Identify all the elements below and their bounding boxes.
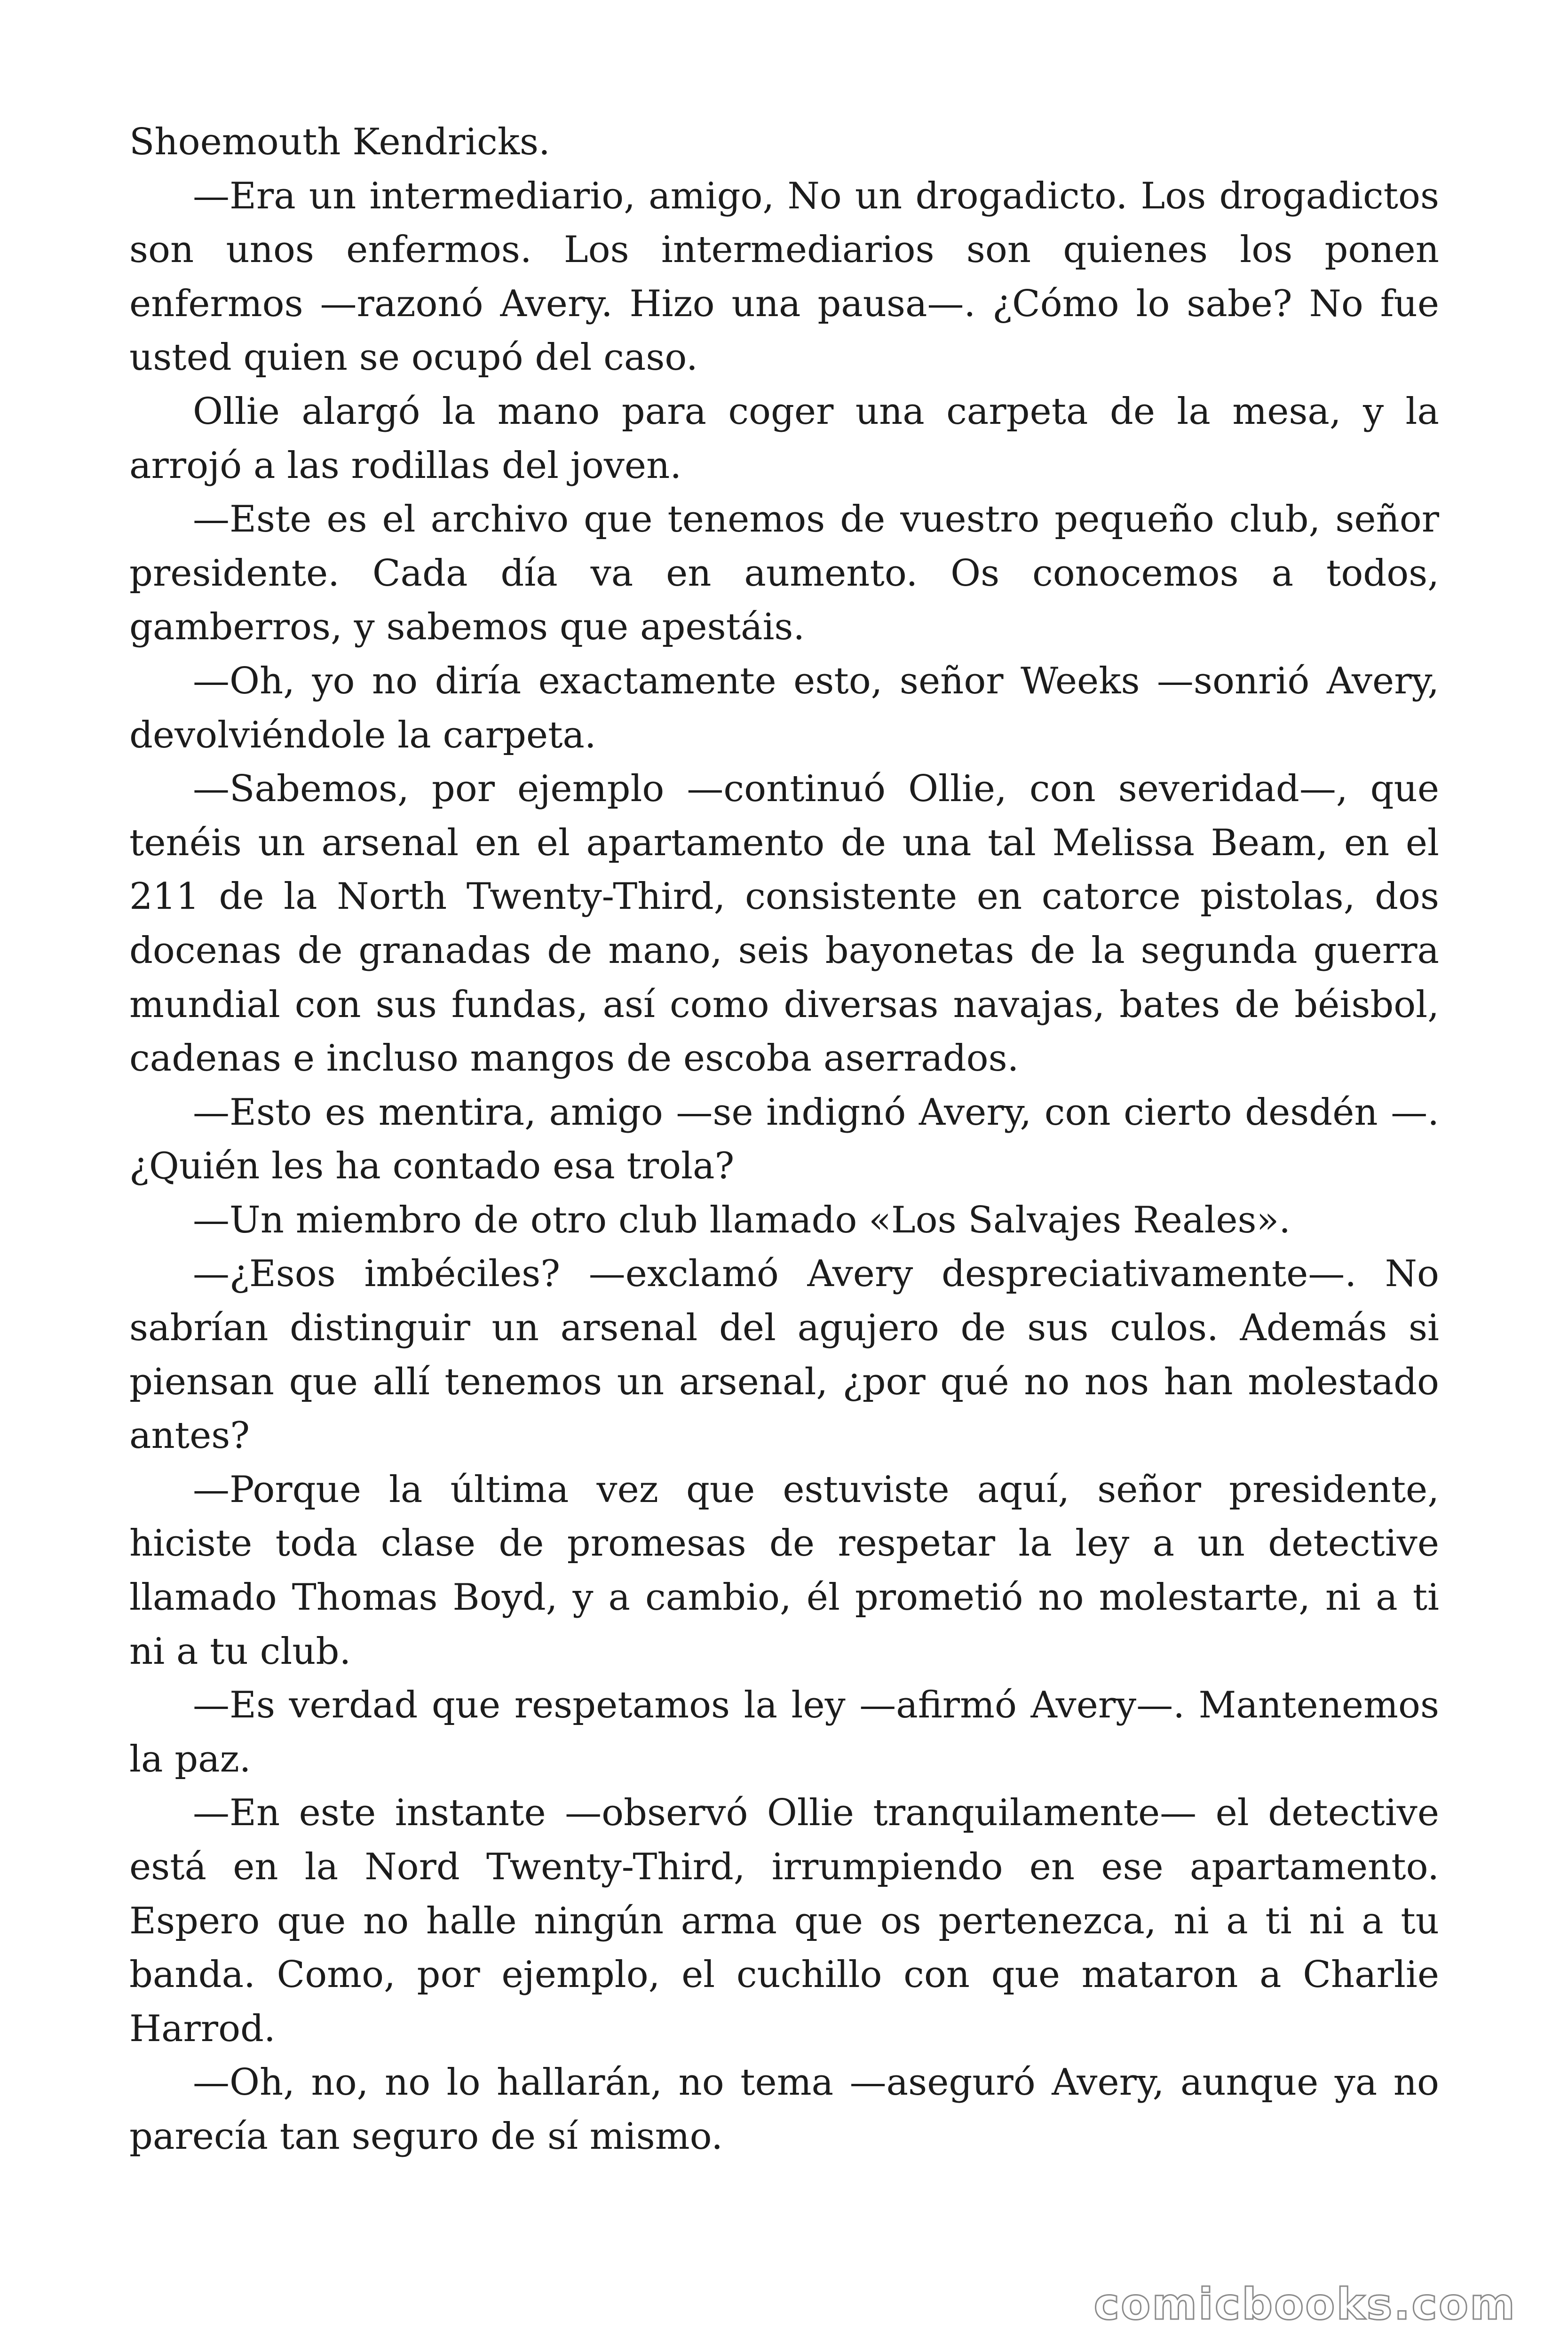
- paragraph: —Un miembro de otro club llamado «Los Salvajes Reales».: [193, 1199, 1291, 1241]
- paragraph: Ollie alargó la mano para coger una carpeta de la mesa, y la arrojó a las rodillas del joven.: [129, 390, 1439, 487]
- paragraph: —En este instante —observó Ollie tranquilamente— el detective está en la Nord Twenty-Third, irrumpiendo en ese apartamento. Espero que no halle ningún arma que os pertenezca, ni a ti ni a tu banda. Como, por ejemplo, el cuchillo con que mataron a Charlie Harrod.: [129, 1792, 1439, 2050]
- paragraph: —Este es el archivo que tenemos de vuestro pequeño club, señor presidente. Cada día va en aumento. Os conocemos a todos, gamberros, y sabemos que apestáis.: [129, 498, 1439, 649]
- paragraph: —Oh, no, no lo hallarán, no tema —aseguró Avery, aunque ya no parecía tan seguro de sí mismo.: [129, 2061, 1439, 2158]
- paragraph: —Porque la última vez que estuviste aquí, señor presidente, hiciste toda clase de promesas de respetar la ley a un detective llamado Thomas Boyd, y a cambio, él prometió no molestarte, ni a ti ni a tu club.: [129, 1468, 1439, 1673]
- paragraph: Shoemouth Kendricks.: [129, 121, 550, 163]
- paragraph: —Era un intermediario, amigo, No un drogadicto. Los drogadictos son unos enfermos. Los intermediarios son quienes los ponen enfermos —razonó Avery. Hizo una pausa—. ¿Cómo lo sabe? No fue usted quien se ocupó del caso.: [129, 175, 1439, 379]
- paragraph: —¿Esos imbéciles? —exclamó Avery despreciativamente—. No sabrían distinguir un arsenal del agujero de sus culos. Además si piensan que allí tenemos un arsenal, ¿por qué no nos han molestado antes?: [129, 1253, 1439, 1457]
- page-text: [129, 115, 1439, 2164]
- paragraph: —Esto es mentira, amigo —se indignó Avery, con cierto desdén —. ¿Quién les ha contado esa trola?: [129, 1091, 1439, 1188]
- paragraph: —Es verdad que respetamos la ley —afirmó Avery—. Mantenemos la paz.: [129, 1684, 1439, 1780]
- paragraph: —Oh, yo no diría exactamente esto, señor Weeks —sonrió Avery, devolviéndole la carpeta.: [129, 660, 1439, 756]
- watermark: comicbooks.com: [1093, 2279, 1516, 2329]
- paragraph: —Sabemos, por ejemplo —continuó Ollie, con severidad—, que tenéis un arsenal en el apartamento de una tal Melissa Beam, en el 211 de la North Twenty-Third, consistente en catorce pistolas, dos docenas de granadas de mano, seis bayonetas de la segunda guerra mundial con sus fundas, así como diversas navajas, bates de béisbol, cadenas e incluso mangos de escoba aserrados.: [129, 768, 1439, 1080]
